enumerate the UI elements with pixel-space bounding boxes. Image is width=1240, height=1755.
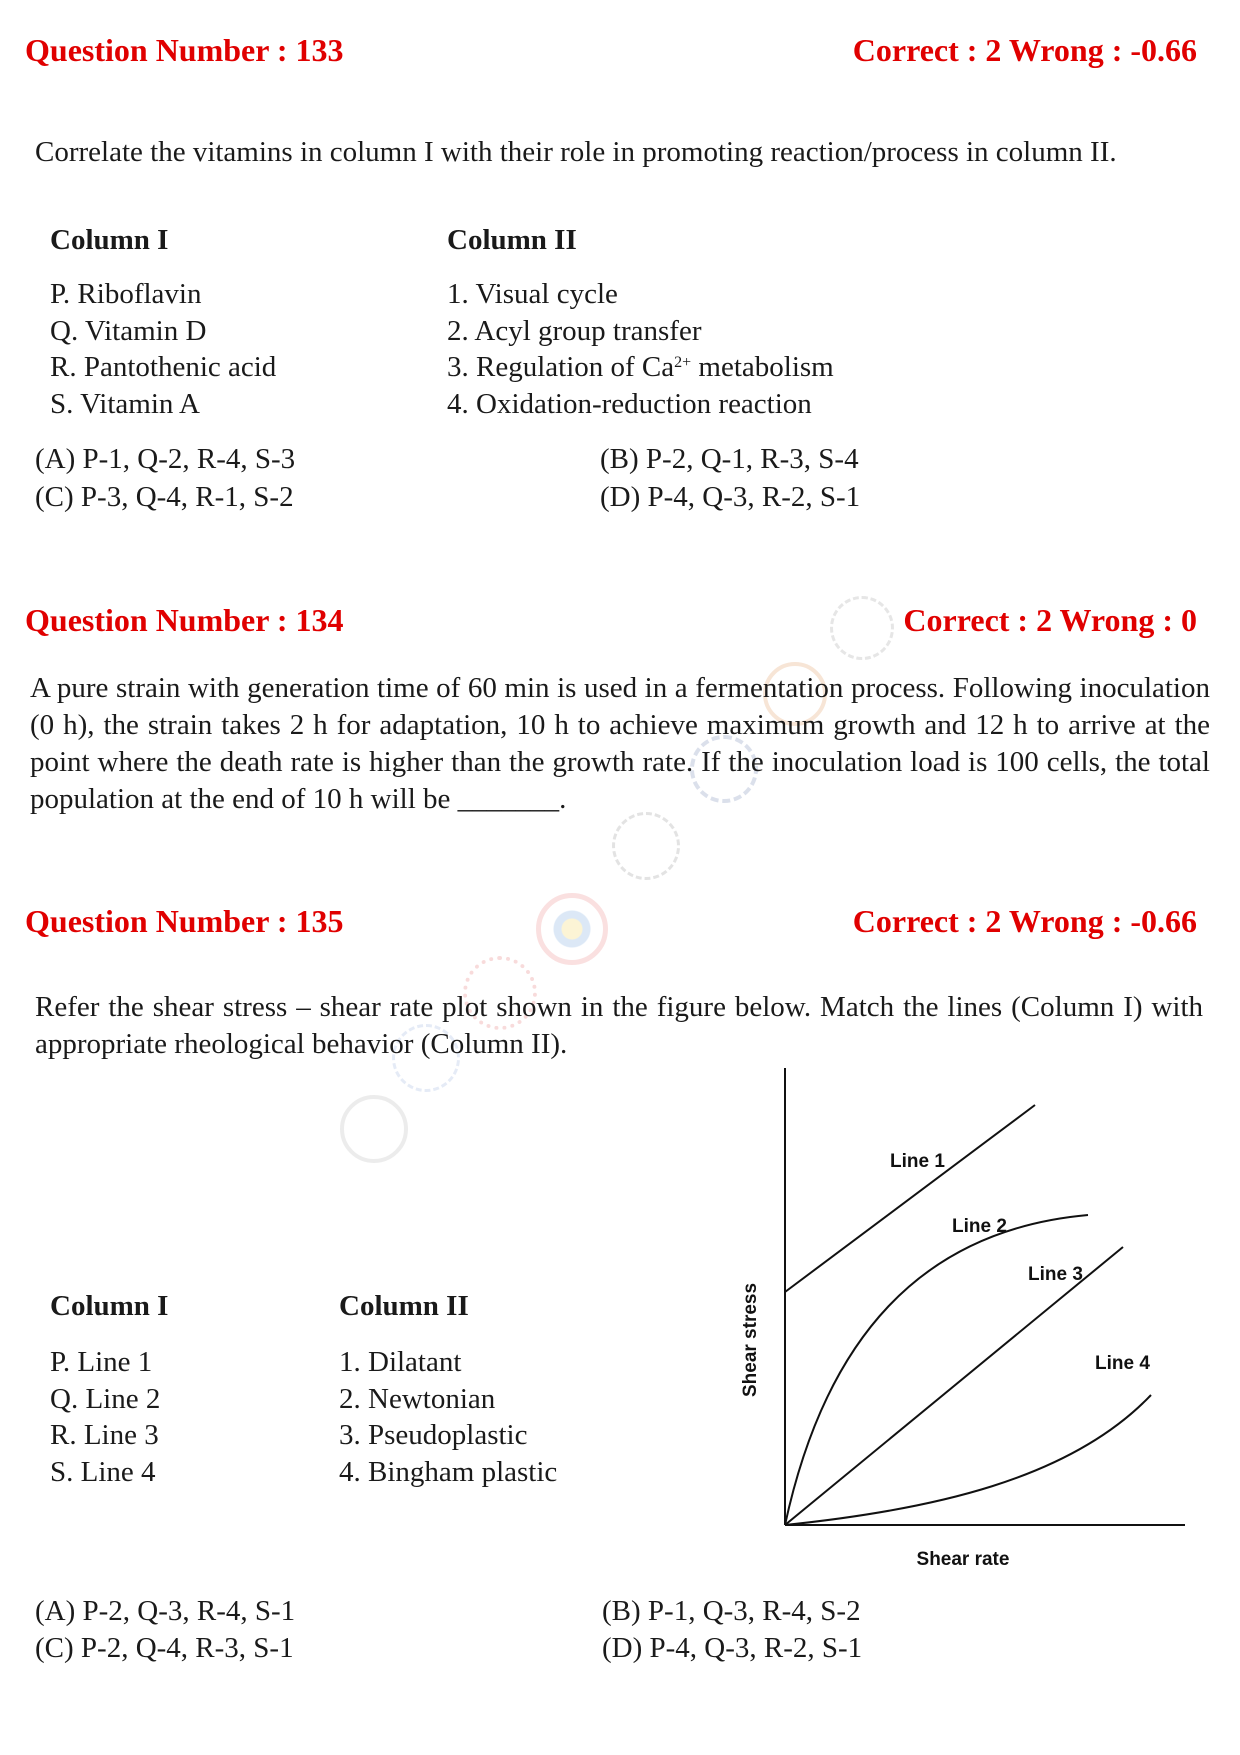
series-label-line-3: Line 3 xyxy=(1028,1264,1083,1285)
list-item: 4. Oxidation-reduction reaction xyxy=(447,387,812,420)
watermark-seal xyxy=(536,893,608,965)
q135-option-b: (B) P-1, Q-3, R-4, S-2 xyxy=(602,1595,861,1627)
series-line-1 xyxy=(785,1105,1035,1292)
list-item: 2. Acyl group transfer xyxy=(447,314,702,347)
series-label-line-4: Line 4 xyxy=(1095,1353,1150,1374)
q135-option-a: (A) P-2, Q-3, R-4, S-1 xyxy=(35,1595,296,1627)
watermark-seal xyxy=(340,1095,408,1163)
series-line-4 xyxy=(785,1395,1151,1525)
q133-column2-title: Column II xyxy=(447,224,577,256)
list-item: 2. Newtonian xyxy=(339,1382,496,1415)
list-item: P. Line 1 xyxy=(50,1346,153,1378)
list-item: Q. Line 2 xyxy=(50,1382,161,1415)
list-item-suffix: metabolism xyxy=(691,351,834,383)
q133-column1-list xyxy=(50,276,276,422)
question-135-text: Refer the shear stress – shear rate plot shown in the figure below. Match the lines (Column I) with appropriate rheological behavior (Column II). xyxy=(35,991,1203,1060)
superscript: 2+ xyxy=(674,354,692,371)
list-item: S. Vitamin A xyxy=(50,387,200,420)
q133-option-a: (A) P-1, Q-2, R-4, S-3 xyxy=(35,443,296,475)
q133-option-c: (C) P-3, Q-4, R-1, S-2 xyxy=(35,481,294,513)
q133-option-b: (B) P-2, Q-1, R-3, S-4 xyxy=(600,443,859,475)
list-item: 1. Dilatant xyxy=(339,1346,462,1378)
q133-column2-list xyxy=(447,276,834,422)
list-item: R. Pantothenic acid xyxy=(50,351,277,383)
list-item-text: 3. Regulation of Ca xyxy=(447,351,675,383)
series-line-2 xyxy=(785,1215,1088,1525)
q135-column1-title: Column I xyxy=(50,1290,169,1322)
list-item xyxy=(447,349,834,386)
series-line-3 xyxy=(785,1247,1123,1525)
list-item: 4. Bingham plastic xyxy=(339,1455,558,1488)
question-134-marks: Correct : 2 Wrong : 0 xyxy=(903,602,1197,638)
list-item: R. Line 3 xyxy=(50,1419,159,1451)
q135-option-c: (C) P-2, Q-4, R-3, S-1 xyxy=(35,1632,294,1664)
question-133-marks: Correct : 2 Wrong : -0.66 xyxy=(852,32,1197,68)
list-item: Q. Vitamin D xyxy=(50,314,207,347)
shear-plot xyxy=(730,1060,1200,1580)
series-label-line-1: Line 1 xyxy=(890,1151,945,1172)
question-133-header: Question Number : 133 xyxy=(25,32,344,68)
list-item: P. Riboflavin xyxy=(50,278,202,310)
list-item: 3. Pseudoplastic xyxy=(339,1419,528,1451)
q135-column1-list xyxy=(50,1344,160,1490)
q133-option-d: (D) P-4, Q-3, R-2, S-1 xyxy=(600,481,861,513)
question-134-text: A pure strain with generation time of 60 min is used in a fermentation process. Following inoculation (0 h), the strain takes 2 h for adaptation, 10 h to achieve maximum growth and 12 h to arrive at the point where the death rate is higher than the growth rate. If the inoculation load is 100 cells, the total population at the end of 10 h will be _______. xyxy=(30,672,1210,815)
q135-option-d: (D) P-4, Q-3, R-2, S-1 xyxy=(602,1632,863,1664)
question-133-text: Correlate the vitamins in column I with their role in promoting reaction/process in column II. xyxy=(35,136,1117,168)
x-axis-label: Shear rate xyxy=(916,1549,1010,1570)
q135-column2-title: Column II xyxy=(339,1290,469,1322)
y-axis-label: Shear stress xyxy=(740,1282,761,1398)
list-item: 1. Visual cycle xyxy=(447,278,618,310)
series-label-line-2: Line 2 xyxy=(952,1216,1007,1237)
question-134-header: Question Number : 134 xyxy=(25,602,344,638)
list-item: S. Line 4 xyxy=(50,1455,156,1488)
q133-column1-title: Column I xyxy=(50,224,169,256)
question-135-marks: Correct : 2 Wrong : -0.66 xyxy=(852,903,1197,939)
watermark-seal xyxy=(830,596,894,660)
watermark-seal xyxy=(612,812,680,880)
q135-column2-list xyxy=(339,1344,557,1490)
question-135-header: Question Number : 135 xyxy=(25,903,344,939)
